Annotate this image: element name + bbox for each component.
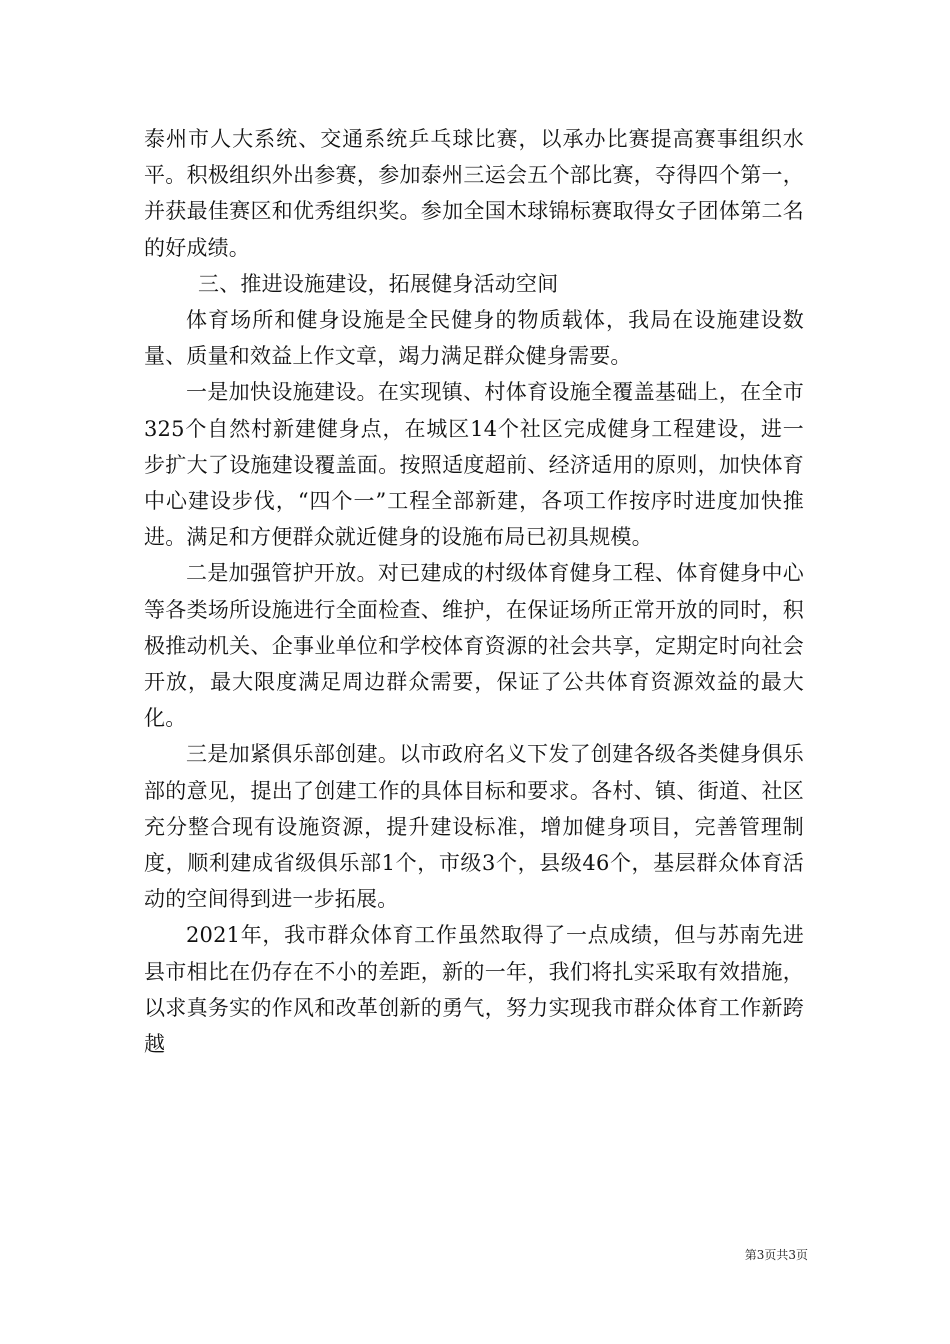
paragraph-conclusion: 2021年，我市群众体育工作虽然取得了一点成绩，但与苏南先进县市相比在仍存在不小的差距，新的一年，我们将扎实采取有效措施，以求真务实的作风和改革创新的勇气，努力实现我市群众体育工作新跨越 xyxy=(144,923,804,1057)
section-heading: 三、推进设施建设，拓展健身活动空间 xyxy=(198,271,559,296)
paragraph-club-creation: 三是加紧俱乐部创建。以市政府名义下发了创建各级各类健身俱乐部的意见，提出了创建工作的具体目标和要求。各村、镇、街道、社区充分整合现有设施资源，提升建设标准，增加健身项目，完善管理制度，顺利建成省级俱乐部1个，市级3个，县级46个，基层群众体育活动的空间得到进一步拓展。 xyxy=(144,742,804,912)
paragraph-continuation: 泰州市人大系统、交通系统乒乓球比赛，以承办比赛提高赛事组织水平。积极组织外出参赛，参加泰州三运会五个部比赛，夺得四个第一，并获最佳赛区和优秀组织奖。参加全国木球锦标赛取得女子团体第二名的好成绩。 xyxy=(144,127,804,260)
page-number-footer: 第3页共3页 xyxy=(744,1248,808,1262)
paragraph-facility-construction: 一是加快设施建设。在实现镇、村体育设施全覆盖基础上，在全市325个自然村新建健身点，在城区14个社区完成健身工程建设，进一步扩大了设施建设覆盖面。按照适度超前、经济适用的原则，加快体育中心建设步伐，“四个一”工程全部新建，各项工作按序时进度加快推进。满足和方便群众就近健身的设施布局已初具规模。 xyxy=(144,380,804,550)
paragraph-intro: 体育场所和健身设施是全民健身的物质载体，我局在设施建设数量、质量和效益上作文章，竭力满足群众健身需要。 xyxy=(144,308,804,369)
document-body xyxy=(144,121,804,1062)
paragraph-maintenance-opening: 二是加强管护开放。对已建成的村级体育健身工程、体育健身中心等各类场所设施进行全面检查、维护，在保证场所正常开放的同时，积极推动机关、企事业单位和学校体育资源的社会共享，定期定时向社会开放，最大限度满足周边群众需要，保证了公共体育资源效益的最大化。 xyxy=(144,561,804,731)
